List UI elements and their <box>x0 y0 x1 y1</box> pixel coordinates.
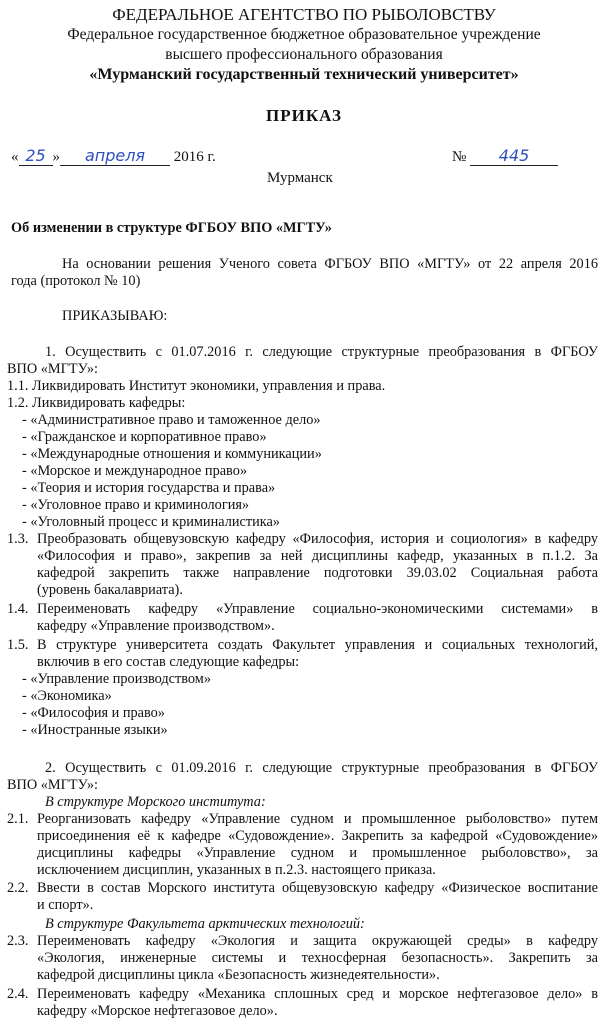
item-2-1-number: 2.1. <box>7 811 29 827</box>
department-list-item: - «Уголовный процесс и криминалистика» <box>22 514 280 530</box>
date-month: апреля <box>60 146 170 166</box>
department-list-item: - «Уголовное право и криминология» <box>22 497 250 513</box>
department-list-item: - «Гражданское и корпоративное право» <box>22 429 267 445</box>
section-2-intro: 2. Осуществить с 01.09.2016 г. следующие структурные преобразования в ФГБОУ <box>45 760 598 776</box>
arctic-faculty-heading: В структуре Факультета арктических технологий: <box>45 916 365 932</box>
number-value: 445 <box>470 146 558 166</box>
item-1-3-text: кафедрой закрепить также направление подготовки 39.03.02 Социальная работа <box>37 565 598 581</box>
marine-institute-heading: В структуре Морского института: <box>45 794 266 810</box>
number-sign: № <box>452 149 467 165</box>
date-year: 2016 г. <box>173 149 216 165</box>
item-2-3-text: Переименовать кафедру «Экология и защита окружающей среды» в кафедру <box>37 933 598 949</box>
new-faculty-department: - «Управление производством» <box>22 671 211 687</box>
basis-line-2: года (протокол № 10) <box>11 273 141 289</box>
item-1-5-number: 1.5. <box>7 637 29 653</box>
institution-line: Федеральное государственное бюджетное образовательное учреждение <box>67 26 541 43</box>
item-1-3-number: 1.3. <box>7 531 29 547</box>
item-2-3-number: 2.3. <box>7 933 29 949</box>
item-1-2: 1.2. Ликвидировать кафедры: <box>7 395 186 411</box>
item-2-2-number: 2.2. <box>7 880 29 896</box>
new-faculty-department: - «Философия и право» <box>22 705 165 721</box>
item-1-5-text: включив в его состав следующие кафедры: <box>37 654 300 670</box>
section-1-intro-cont: ВПО «МГТУ»: <box>7 361 98 377</box>
item-1-3-text: «Философия и право», закрепив за ней дисциплины кафедр, указанных в п.1.2. За <box>37 548 598 564</box>
item-2-4-text: Переименовать кафедру «Механика сплошных сред и морское нефтегазовое дело» в <box>37 986 598 1002</box>
item-2-3-text: кафедрой дисциплины цикла «Безопасность жизнедеятельности». <box>37 967 440 983</box>
education-level-line: высшего профессионального образования <box>165 46 443 63</box>
item-2-3-text: «Экология, инженерные системы и техносферная безопасность». Закрепить за <box>37 950 598 966</box>
document-type: ПРИКАЗ <box>266 106 342 125</box>
university-name: «Мурманский государственный технический университет» <box>89 66 519 83</box>
order-subject: Об изменении в структуре ФГБОУ ВПО «МГТУ» <box>11 220 332 236</box>
item-1-4-text: Переименовать кафедру «Управление социально-экономическими системами» в <box>37 601 598 617</box>
new-faculty-department: - «Экономика» <box>22 688 112 704</box>
item-2-4-number: 2.4. <box>7 986 29 1002</box>
item-2-1-text: присоединения её к кафедре «Судовождение». Закрепить за кафедрой «Судовождение» <box>37 828 598 844</box>
item-1-4-number: 1.4. <box>7 601 29 617</box>
basis-line-1: На основании решения Ученого совета ФГБОУ ВПО «МГТУ» от 22 апреля 2016 <box>62 256 598 272</box>
city: Мурманск <box>267 170 333 186</box>
item-1-5-text: В структуре университета создать Факультет управления и социальных технологий, <box>37 637 598 653</box>
section-2-intro-cont: ВПО «МГТУ»: <box>7 777 98 793</box>
item-1-3-text: Преобразовать общевузовскую кафедру «Философия, история и социология» в кафедру <box>37 531 598 547</box>
item-1-1: 1.1. Ликвидировать Институт экономики, управления и права. <box>7 378 386 394</box>
quote-close: » <box>52 149 60 165</box>
department-list-item: - «Морское и международное право» <box>22 463 248 479</box>
department-list-item: - «Административное право и таможенное дело» <box>22 412 321 428</box>
item-2-2-text: Ввести в состав Морского института общевузовскую кафедру «Физическое воспитание <box>37 880 598 896</box>
item-2-1-text: Реорганизовать кафедру «Управление судном и промышленное рыболовство» путем <box>37 811 598 827</box>
agency-name: ФЕДЕРАЛЬНОЕ АГЕНТСТВО ПО РЫБОЛОВСТВУ <box>112 5 496 24</box>
department-list-item: - «Международные отношения и коммуникации» <box>22 446 322 462</box>
order-number <box>452 146 558 166</box>
item-2-2-text: и спорт». <box>37 897 94 913</box>
item-1-3-text: (уровень бакалавриата). <box>37 582 183 598</box>
order-word: ПРИКАЗЫВАЮ: <box>62 308 168 324</box>
department-list-item: - «Теория и история государства и права» <box>22 480 276 496</box>
item-1-4-text: кафедру «Управление производством». <box>37 618 275 634</box>
date-day: 25 <box>19 146 53 166</box>
quote-open: « <box>11 149 19 165</box>
new-faculty-department: - «Иностранные языки» <box>22 722 168 738</box>
order-date <box>11 146 216 166</box>
item-2-1-text: дисциплины кафедры «Управление судном и промышленное рыболовство», за <box>37 845 598 861</box>
item-2-4-text: кафедру «Морское нефтегазовое дело». <box>37 1003 278 1019</box>
section-1-intro: 1. Осуществить с 01.07.2016 г. следующие структурные преобразования в ФГБОУ <box>45 344 598 360</box>
item-2-1-text: исключением дисциплин, указанных в п.2.3. настоящего приказа. <box>37 862 436 878</box>
